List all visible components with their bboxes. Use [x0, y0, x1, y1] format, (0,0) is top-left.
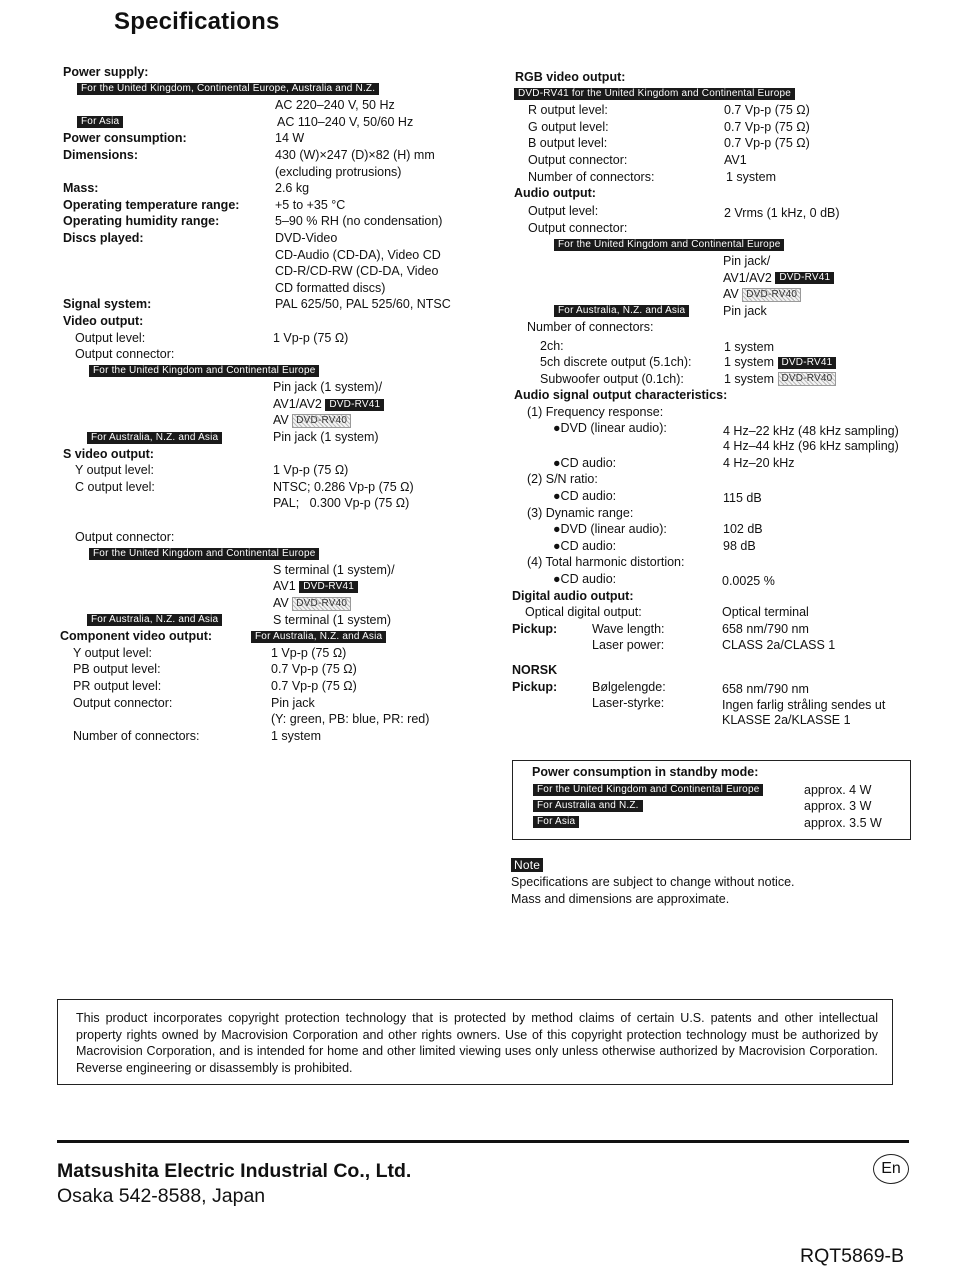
spec-value: 0.7 Vp-p (75 Ω) [724, 136, 810, 151]
region-tag: For the United Kingdom and Continental Europe [89, 548, 319, 560]
spec-value: 4 Hz–20 kHz [723, 455, 795, 470]
spec-value: AV1/AV2 [273, 396, 322, 411]
spec-value: Pin jack [271, 695, 315, 710]
spec-sublabel: Number of connectors: [73, 728, 200, 743]
spec-value: 1 Vp-p (75 Ω) [271, 645, 347, 660]
page-title: Specifications [114, 8, 280, 35]
spec-value: CLASS 2a/CLASS 1 [722, 638, 836, 653]
spec-value: AC 110–240 V, 50/60 Hz [277, 114, 414, 129]
spec-sublabel: R output level: [528, 103, 608, 118]
spec-value: 1 system [271, 728, 322, 743]
spec-value: Pin jack [723, 303, 767, 318]
spec-label: Pickup: [512, 621, 558, 636]
company-address: Osaka 542-8588, Japan [57, 1185, 266, 1207]
spec-value: Optical terminal [722, 605, 809, 620]
spec-sublabel: 5ch discrete output (5.1ch): [540, 354, 692, 369]
spec-value: 0.7 Vp-p (75 Ω) [271, 662, 357, 677]
footer-rule [57, 1140, 909, 1143]
spec-sublabel: ●DVD (linear audio): [553, 421, 667, 436]
spec-value: 115 dB [723, 491, 762, 506]
region-tag: For the United Kingdom and Continental Europe [554, 239, 784, 251]
model-tag: DVD-RV41 [778, 357, 837, 369]
spec-label: Component video output: [60, 629, 213, 644]
region-tag: For Australia and N.Z. [533, 800, 643, 812]
spec-sublabel: ●CD audio: [553, 489, 617, 504]
spec-value: 0.7 Vp-p (75 Ω) [271, 678, 357, 693]
spec-sublabel: (1) Frequency response: [527, 404, 664, 419]
spec-label: Pickup: [512, 679, 558, 694]
spec-value: 4 Hz–22 kHz (48 kHz sampling) [723, 424, 899, 439]
spec-value: 1 Vp-p (75 Ω) [273, 463, 349, 478]
spec-value: AV [273, 596, 289, 610]
spec-label: Signal system: [63, 297, 152, 312]
spec-value: AV1/AV2 [723, 270, 772, 285]
spec-value: (excluding protrusions) [275, 164, 402, 179]
spec-label: Operating temperature range: [63, 197, 240, 212]
section-heading: NORSK [512, 663, 558, 677]
spec-value: AV [273, 413, 289, 428]
spec-value: 1 system [724, 371, 775, 386]
spec-value: +5 to +35 °C [275, 197, 346, 212]
spec-sublabel: (4) Total harmonic distortion: [527, 555, 685, 570]
spec-sublabel: Output connector: [528, 152, 628, 167]
spec-value: AC 220–240 V, 50 Hz [275, 98, 395, 113]
spec-value: PAL 625/50, PAL 525/60, NTSC [275, 297, 451, 312]
spec-sublabel: ●CD audio: [553, 572, 617, 587]
spec-value: 14 W [275, 131, 305, 146]
specs-left-column [60, 64, 483, 744]
region-tag: For the United Kingdom and Continental Europe [89, 365, 319, 377]
spec-value: 1 system [724, 339, 775, 354]
spec-value: 1 system [726, 169, 777, 184]
spec-sublabel: Laser power: [592, 638, 665, 653]
spec-sublabel: Laser-styrke: [592, 696, 665, 711]
specs-right-column [512, 69, 932, 728]
spec-label: RGB video output: [515, 70, 626, 84]
spec-label: S video output: [63, 446, 154, 461]
spec-sublabel: Optical digital output: [525, 605, 642, 620]
spec-value: NTSC; 0.286 Vp-p (75 Ω) [273, 479, 414, 494]
spec-value: 5–90 % RH (no condensation) [275, 214, 443, 229]
standby-value: approx. 3.5 W [804, 816, 882, 830]
spec-label: Operating humidity range: [63, 214, 220, 229]
note-tag: Note [511, 858, 543, 872]
spec-sublabel: Subwoofer output (0.1ch): [540, 371, 684, 386]
spec-sublabel: Output level: [528, 203, 599, 218]
standby-value: approx. 3 W [804, 799, 872, 813]
spec-label: Digital audio output: [512, 588, 634, 603]
region-tag: For Australia, N.Z. and Asia [554, 305, 689, 317]
spec-value: AV1 [724, 152, 747, 167]
spec-value: Pin jack (1 system) [273, 430, 379, 445]
spec-sublabel: Wave length: [592, 621, 665, 636]
region-tag: For Australia, N.Z. and Asia [87, 432, 222, 444]
spec-value: 102 dB [723, 522, 763, 537]
spec-label: Power consumption: [63, 131, 187, 146]
spec-label: Video output: [63, 313, 144, 328]
spec-sublabel: Output connector: [75, 347, 175, 362]
standby-title: Power consumption in standby mode: [532, 765, 759, 779]
spec-sublabel: Y output level: [75, 463, 154, 478]
language-badge: En [873, 1154, 909, 1184]
model-tag: DVD-RV40 [742, 288, 801, 302]
region-tag: DVD-RV41 for the United Kingdom and Continental Europe [514, 88, 795, 100]
spec-value: Pin jack (1 system)/ [273, 380, 383, 395]
note-line: Mass and dimensions are approximate. [511, 892, 730, 906]
power-supply-label: Power supply: [63, 65, 149, 79]
spec-label: Discs played: [63, 230, 144, 245]
spec-label: Mass: [63, 181, 99, 196]
spec-value: 2.6 kg [275, 181, 310, 196]
spec-sublabel: Number of connectors: [528, 169, 655, 184]
spec-sublabel: Number of connectors: [527, 320, 654, 335]
region-tag: For the United Kingdom, Continental Europe, Australia and N.Z. [77, 83, 379, 95]
spec-value: KLASSE 2a/KLASSE 1 [722, 712, 851, 727]
spec-value: S terminal (1 system) [273, 612, 392, 627]
model-tag: DVD-RV41 [299, 581, 358, 593]
spec-sublabel: Y output level: [73, 645, 152, 660]
model-number: RQT5869-B [800, 1245, 905, 1267]
spec-value: 0.7 Vp-p (75 Ω) [724, 119, 810, 134]
spec-value: 1 Vp-p (75 Ω) [273, 330, 349, 345]
standby-value: approx. 4 W [804, 783, 872, 797]
spec-value: CD formatted discs) [275, 280, 386, 295]
spec-sublabel: Output connector: [75, 529, 175, 544]
model-tag: DVD-RV40 [292, 414, 351, 428]
spec-sublabel: ●CD audio: [553, 538, 617, 553]
spec-value: Pin jack/ [723, 253, 771, 268]
spec-sublabel: (2) S/N ratio: [527, 472, 598, 487]
spec-sublabel: Output connector: [73, 695, 173, 710]
company-name: Matsushita Electric Industrial Co., Ltd. [57, 1160, 412, 1182]
model-tag: DVD-RV40 [292, 597, 351, 611]
spec-value: 658 nm/790 nm [722, 681, 809, 696]
spec-value: DVD-Video [275, 230, 338, 245]
spec-sublabel: G output level: [528, 119, 609, 134]
region-tag: For Asia [533, 816, 579, 828]
copyright-notice: This product incorporates copyright protection technology that is protected by method claims of certain U.S. patents and other intellectual property rights owned by Macrovision Corporation and other rights owners. Use of this copyright protection technology must be authorized by Macrovision Corporation, and is intended for home and other limited viewing uses only unless otherwise authorized by Macrovision Corporation. Reverse engineering or disassembly is prohibited. [57, 999, 893, 1085]
spec-label: Audio output: [514, 186, 596, 201]
spec-value: S terminal (1 system)/ [273, 562, 395, 577]
spec-sublabel: Output level: [75, 330, 146, 345]
spec-value: AV1 [273, 579, 296, 594]
spec-value: PAL; 0.300 Vp-p (75 Ω) [273, 496, 410, 511]
spec-sublabel: 2ch: [540, 338, 564, 353]
spec-value: 0.7 Vp-p (75 Ω) [724, 103, 810, 118]
spec-value: 4 Hz–44 kHz (96 kHz sampling) [723, 439, 899, 454]
spec-sublabel: Output connector: [528, 220, 628, 235]
spec-value: AV [723, 287, 739, 302]
model-tag: DVD-RV40 [778, 372, 837, 386]
model-tag: DVD-RV41 [775, 272, 834, 284]
spec-sublabel: B output level: [528, 136, 608, 151]
spec-label: Audio signal output characteristics: [514, 388, 728, 403]
spec-value: 98 dB [723, 538, 756, 553]
spec-sublabel: PB output level: [73, 662, 161, 677]
region-tag: For Asia [77, 116, 123, 128]
spec-value: 0.0025 % [722, 574, 775, 589]
spec-sublabel: C output level: [75, 479, 155, 494]
note-line: Specifications are subject to change without notice. [511, 875, 795, 889]
spec-value: 2 Vrms (1 kHz, 0 dB) [724, 205, 840, 220]
spec-value: 1 system [724, 354, 775, 369]
spec-value: Ingen farlig stråling sendes ut [722, 698, 886, 713]
note-text [511, 874, 795, 908]
spec-sublabel: ●CD audio: [553, 455, 617, 470]
spec-sublabel: (3) Dynamic range: [527, 505, 634, 520]
region-tag: For the United Kingdom and Continental Europe [533, 784, 763, 796]
spec-value: CD-R/CD-RW (CD-DA, Video [275, 264, 439, 279]
spec-value: (Y: green, PB: blue, PR: red) [271, 712, 430, 727]
spec-value: 430 (W)×247 (D)×82 (H) mm [275, 147, 435, 162]
model-tag: DVD-RV41 [325, 399, 384, 411]
region-tag: For Australia, N.Z. and Asia [87, 614, 222, 626]
spec-value: 658 nm/790 nm [722, 621, 809, 636]
spec-value: CD-Audio (CD-DA), Video CD [275, 247, 441, 262]
region-tag: For Australia, N.Z. and Asia [251, 631, 386, 643]
spec-sublabel: PR output level: [73, 678, 162, 693]
spec-sublabel: Bølgelengde: [592, 679, 666, 694]
spec-sublabel: ●DVD (linear audio): [553, 522, 667, 537]
spec-label: Dimensions: [63, 147, 139, 162]
standby-power-box [512, 760, 911, 840]
